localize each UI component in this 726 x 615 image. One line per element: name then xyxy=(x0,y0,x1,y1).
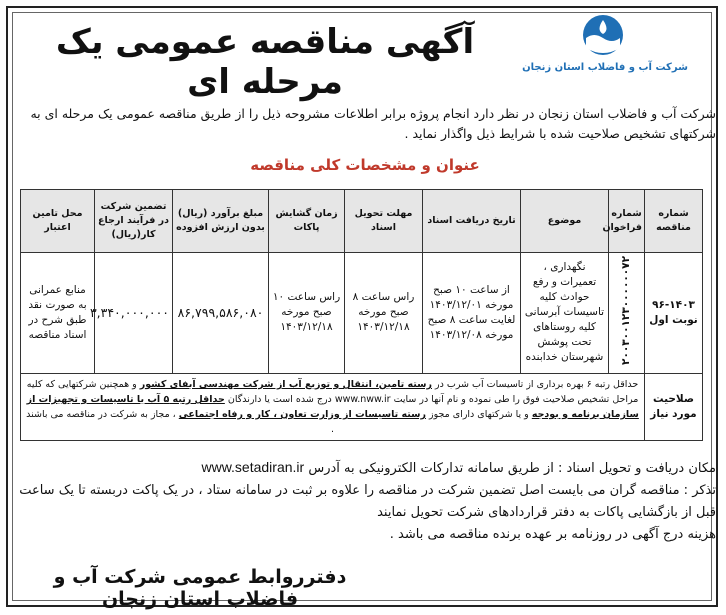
col-tender-no: شماره مناقصه xyxy=(645,190,703,253)
tender-table xyxy=(20,189,703,441)
setadiran-link[interactable]: www.setadiran.ir xyxy=(201,459,305,475)
cell-guarantee: ۳,۳۴۰,۰۰۰,۰۰۰ xyxy=(95,253,173,374)
call-no-text: ۲۰۰۳۰۰۱۲۳۰۰۰۰۰۰۷۲ xyxy=(620,256,632,365)
col-subject: موضوع xyxy=(521,190,609,253)
logo-text: شرکت آب و فاضلاب استان زنجان xyxy=(522,62,688,73)
cell-funding: منابع عمرانی به صورت نقد طبق شرح در اسناد مناقصه xyxy=(21,253,95,374)
col-call-no: شماره فراخوان xyxy=(609,190,645,253)
table-row xyxy=(21,253,703,374)
company-logo xyxy=(520,14,690,84)
nww-link[interactable]: www.nww.ir xyxy=(334,393,391,405)
col-opening: زمان گشایش پاکات xyxy=(269,190,345,253)
footer-notes xyxy=(10,456,716,546)
note: تذکر : مناقصه گران می بایست اصل تضمین شرکت در مناقصه را علاوه بر ثبت در سامانه ستاد ، در یک پاکت دربسته تا یک ساعت قبل از بازگشایی پاکات به دفتر قراردادهای شرکت تحویل نمایند xyxy=(19,483,716,520)
col-funding: محل تامین اعتبار xyxy=(21,190,95,253)
page-title: آگهی مناقصه عمومی یک مرحله ای xyxy=(55,22,475,102)
eligibility-label: صلاحیت مورد نیاز xyxy=(645,373,703,440)
eligibility-row xyxy=(21,373,703,440)
table-header-row xyxy=(21,190,703,253)
cell-opening: راس ساعت ۱۰ صبح مورخه ۱۴۰۳/۱۲/۱۸ xyxy=(269,253,345,374)
cell-estimate: ۸۶,۷۹۹,۵۸۶,۰۸۰ xyxy=(173,253,269,374)
intro-paragraph: شرکت آب و فاضلاب استان زنجان در نظر دارد انجام پروژه برابر اطلاعات مشروحه ذیل را از طریق مناقصه عمومی یک مرحله ای به شرکتهای تشخیص صلاحیت شده با شرایط ذیل واگذار نماید . xyxy=(30,106,716,141)
col-receive-date: تاریخ دریافت اسناد xyxy=(423,190,521,253)
eligibility-text: حداقل رتبه ۶ بهره برداری از تاسیسات آب شرب در رسته تامین، انتقال و توزیع آب از شرکت مهندسی آبفای کشور و همچنین شرکتهایی که کلیه مراحل تشخیص صلاحیت فوق را طی نموده و نام آنها در سایت www.nww.ir درج شده است یا دارندگان حداقل رتبه ۵ آب یا تاسیسات و تجهیزات از سازمان برنامه و بودجه و یا شرکتهای دارای مجوز رسته تاسیسات از وزارت تعاون ، کار و رفاه اجتماعی ، مجاز به شرکت در مناقصه می باشند . xyxy=(21,373,645,440)
document-place: مکان دریافت و تحویل اسناد : از طریق سامانه تدارکات الکترونیکی به آدرس www.setadiran.ir xyxy=(201,459,716,476)
section-title: عنوان و مشخصات کلی مناقصه xyxy=(250,156,480,174)
col-deadline: مهلت تحویل اسناد xyxy=(345,190,423,253)
water-drop-icon xyxy=(582,14,624,56)
cell-call-no xyxy=(609,253,645,374)
cell-deadline: راس ساعت ۸ صبح مورخه ۱۴۰۳/۱۲/۱۸ xyxy=(345,253,423,374)
col-estimate: مبلغ برآورد (ریال) بدون ارزش افزوده xyxy=(173,190,269,253)
cell-subject: نگهداری ، تعمیرات و رفع حوادث کلیه تاسیسات آبرسانی کلیه روستاهای تحت پوشش شهرستان خدابنده xyxy=(521,253,609,374)
cell-tender-no: ۹۶-۱۴۰۳ نوبت اول xyxy=(645,253,703,374)
ad-cost: هزینه درج آگهی در روزنامه بر عهده برنده مناقصه می باشد . xyxy=(389,527,716,542)
signature: دفترروابط عمومی شرکت آب و فاضلاب استان زنجان xyxy=(53,566,347,610)
cell-receive-date: از ساعت ۱۰ صبح مورخه ۱۴۰۳/۱۲/۰۱ لغایت ساعت ۸ صبح مورخه ۱۴۰۳/۱۲/۰۸ xyxy=(423,253,521,374)
col-guarantee: تضمین شرکت در فرآیند ارجاع کار(ریال) xyxy=(95,190,173,253)
